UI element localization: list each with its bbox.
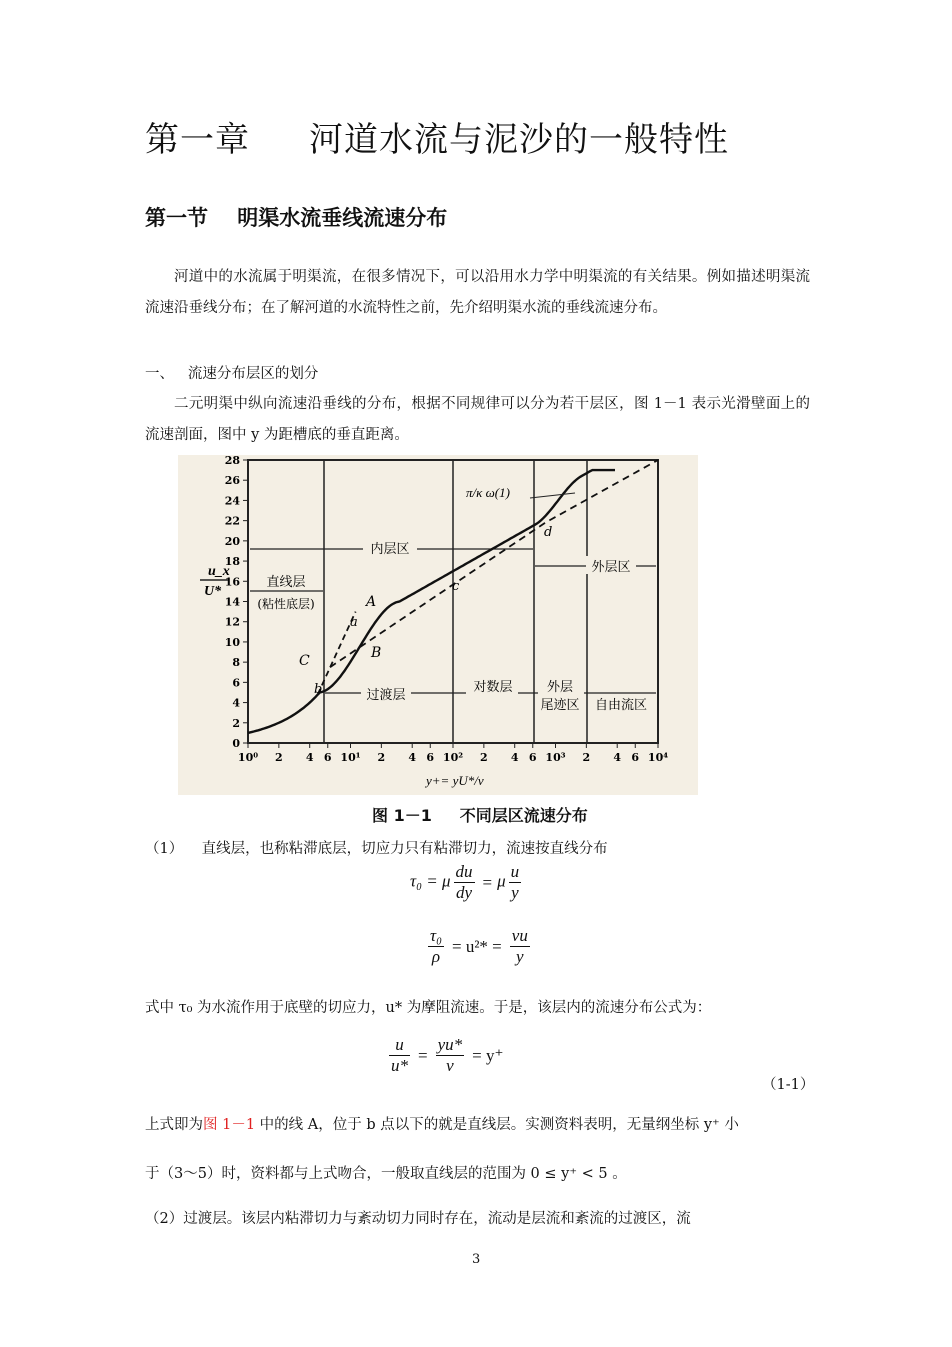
point-label-a: a: [350, 615, 358, 630]
fraction-nu-u-y: $\frac{\nu u}{y}$: [511, 926, 528, 966]
figure-reference-link[interactable]: 图 1－1: [203, 1117, 256, 1133]
outer-tail-label-1: 外层: [546, 680, 574, 695]
fraction-u-ustar: $\frac{u}{u*}$: [391, 1035, 408, 1075]
free-flow-label: 自由流区: [594, 698, 648, 713]
x-tick-label: 10²: [442, 751, 464, 764]
section-title: 第一节 明渠水流垂线流速分布: [145, 206, 448, 230]
transition-layer-label: 过渡层: [366, 688, 406, 703]
item-1-text: （1） 直线层，也称粘滞底层，切应力只有粘滞切力，流速按直线分布: [145, 841, 608, 857]
formula-lhs: τ₀ =: [410, 871, 438, 891]
x-tick-label: 10⁰: [237, 751, 259, 764]
chapter-title: 第一章 河道水流与泥沙的一般特性: [145, 120, 730, 160]
y-axis-label-bottom: U*: [204, 584, 222, 599]
paragraph-2: 二元明渠中纵向流速沿垂线的分布，根据不同规律可以分为若干层区，图 1－1 表示光滑壁面上的流速剖面，图中 y 为距槽底的垂直距离。: [145, 396, 810, 443]
equation-number: （1-1）: [762, 1077, 815, 1093]
y-tick-label: 26: [224, 474, 240, 488]
point-label-c: c: [452, 579, 460, 594]
x-tick-label: 6: [528, 751, 537, 764]
x-tick-label: 2: [480, 751, 488, 764]
x-tick-label: 6: [631, 751, 640, 764]
y-tick-label: 16: [224, 575, 240, 589]
y-tick-label: 20: [224, 534, 240, 548]
paragraph-5: 于（3～5）时，资料都与上式吻合，一般取直线层的范围为 0 ≤ y⁺ < 5 。: [145, 1166, 627, 1182]
formula-shear-stress: τ₀ = μ $\frac{du}{dy}$ = μ $\frac{u}{y}$: [410, 862, 520, 902]
x-tick-label: 2: [582, 751, 591, 764]
viscous-sublayer-label: (粘性底层): [257, 597, 315, 611]
y-tick-label: 0: [232, 737, 240, 750]
point-label-d: d: [544, 525, 553, 540]
y-tick-label: 24: [224, 494, 240, 508]
formula-linear-law: $\frac{u}{u*}$ = $\frac{yu*}{\nu}$ = y⁺: [391, 1035, 504, 1075]
point-label-A: A: [366, 594, 377, 610]
intro-paragraph: 河道中的水流属于明渠流，在很多情况下，可以沿用水力学中明渠流的有关结果。例如描述明渠流流速沿垂线分布；在了解河道的水流特性之前，先介绍明渠水流的垂线流速分布。: [145, 269, 810, 316]
fraction-u-y: $\frac{u}{y}$: [510, 862, 520, 902]
point-label-B: B: [371, 645, 382, 661]
figure-caption: 图 1－1 不同层区流速分布: [372, 806, 588, 825]
y-tick-label: 8: [232, 656, 240, 670]
x-tick-label: 10⁴: [647, 751, 669, 764]
x-tick-label: 2: [377, 751, 386, 764]
y-tick-label: 14: [224, 595, 240, 609]
y-tick-label: 4: [232, 696, 240, 710]
point-label-C: C: [299, 653, 310, 669]
outer-region-label: 外层区: [591, 560, 631, 575]
x-tick-label: 4: [510, 751, 519, 764]
y-tick-label: 22: [224, 514, 240, 528]
y-tick-label: 10: [224, 635, 240, 649]
inner-region-label: 内层区: [370, 542, 410, 557]
x-tick-label: 4: [408, 751, 417, 764]
page-number: 3: [472, 1252, 481, 1267]
x-tick-label: 10¹: [340, 751, 361, 764]
x-tick-label: 6: [323, 751, 332, 764]
point-label-b: b: [314, 682, 323, 697]
log-layer-label: 对数层: [473, 680, 513, 695]
wake-function-label: π/κ ω(1): [466, 485, 510, 500]
y-tick-label: 6: [232, 676, 240, 690]
y-tick-label: 18: [224, 555, 240, 569]
y-tick-label: 28: [224, 455, 240, 467]
paragraph-6: （2）过渡层。该层内粘滞切力与紊动切力同时存在，流动是层流和紊流的过渡区，流: [145, 1211, 691, 1227]
linear-layer-label: 直线层: [266, 575, 306, 590]
subsection-heading: 一、 流速分布层区的划分: [145, 366, 319, 382]
x-tick-label: 4: [613, 751, 622, 764]
fraction-yustar-nu: $\frac{yu*}{\nu}$: [437, 1035, 463, 1075]
fraction-du-dy: $\frac{du}{dy}$: [455, 862, 473, 902]
x-axis-label: y+= yU*/ν: [426, 773, 484, 788]
x-tick-label: 2: [275, 751, 283, 764]
paragraph-3: 式中 τ₀ 为水流作用于底壁的切应力，u* 为摩阻流速。于是，该层内的流速分布公式为：: [145, 1000, 712, 1016]
formula-mu: μ: [441, 871, 451, 891]
paragraph-4: 上式即为图 1－1 中的线 A，位于 b 点以下的就是直线层。实测资料表明，无量纲坐标 y⁺ 小: [145, 1117, 739, 1133]
y-tick-label: 2: [232, 716, 240, 730]
formula-friction-velocity: $\frac{\text{τ₀}}{\rho}$ = u²* = $\frac{\nu u}{y}$: [430, 926, 528, 966]
outer-tail-label-2: 尾迹区: [540, 698, 580, 713]
velocity-profile-figure: [178, 455, 698, 795]
x-tick-label: 4: [305, 751, 314, 764]
y-tick-label: 12: [224, 615, 240, 629]
x-tick-label: 10³: [545, 751, 566, 764]
y-axis-label-top: u_x: [208, 564, 230, 579]
fraction-tau-rho: $\frac{\text{τ₀}}{\rho}$: [430, 926, 442, 966]
x-tick-label: 6: [426, 751, 435, 764]
